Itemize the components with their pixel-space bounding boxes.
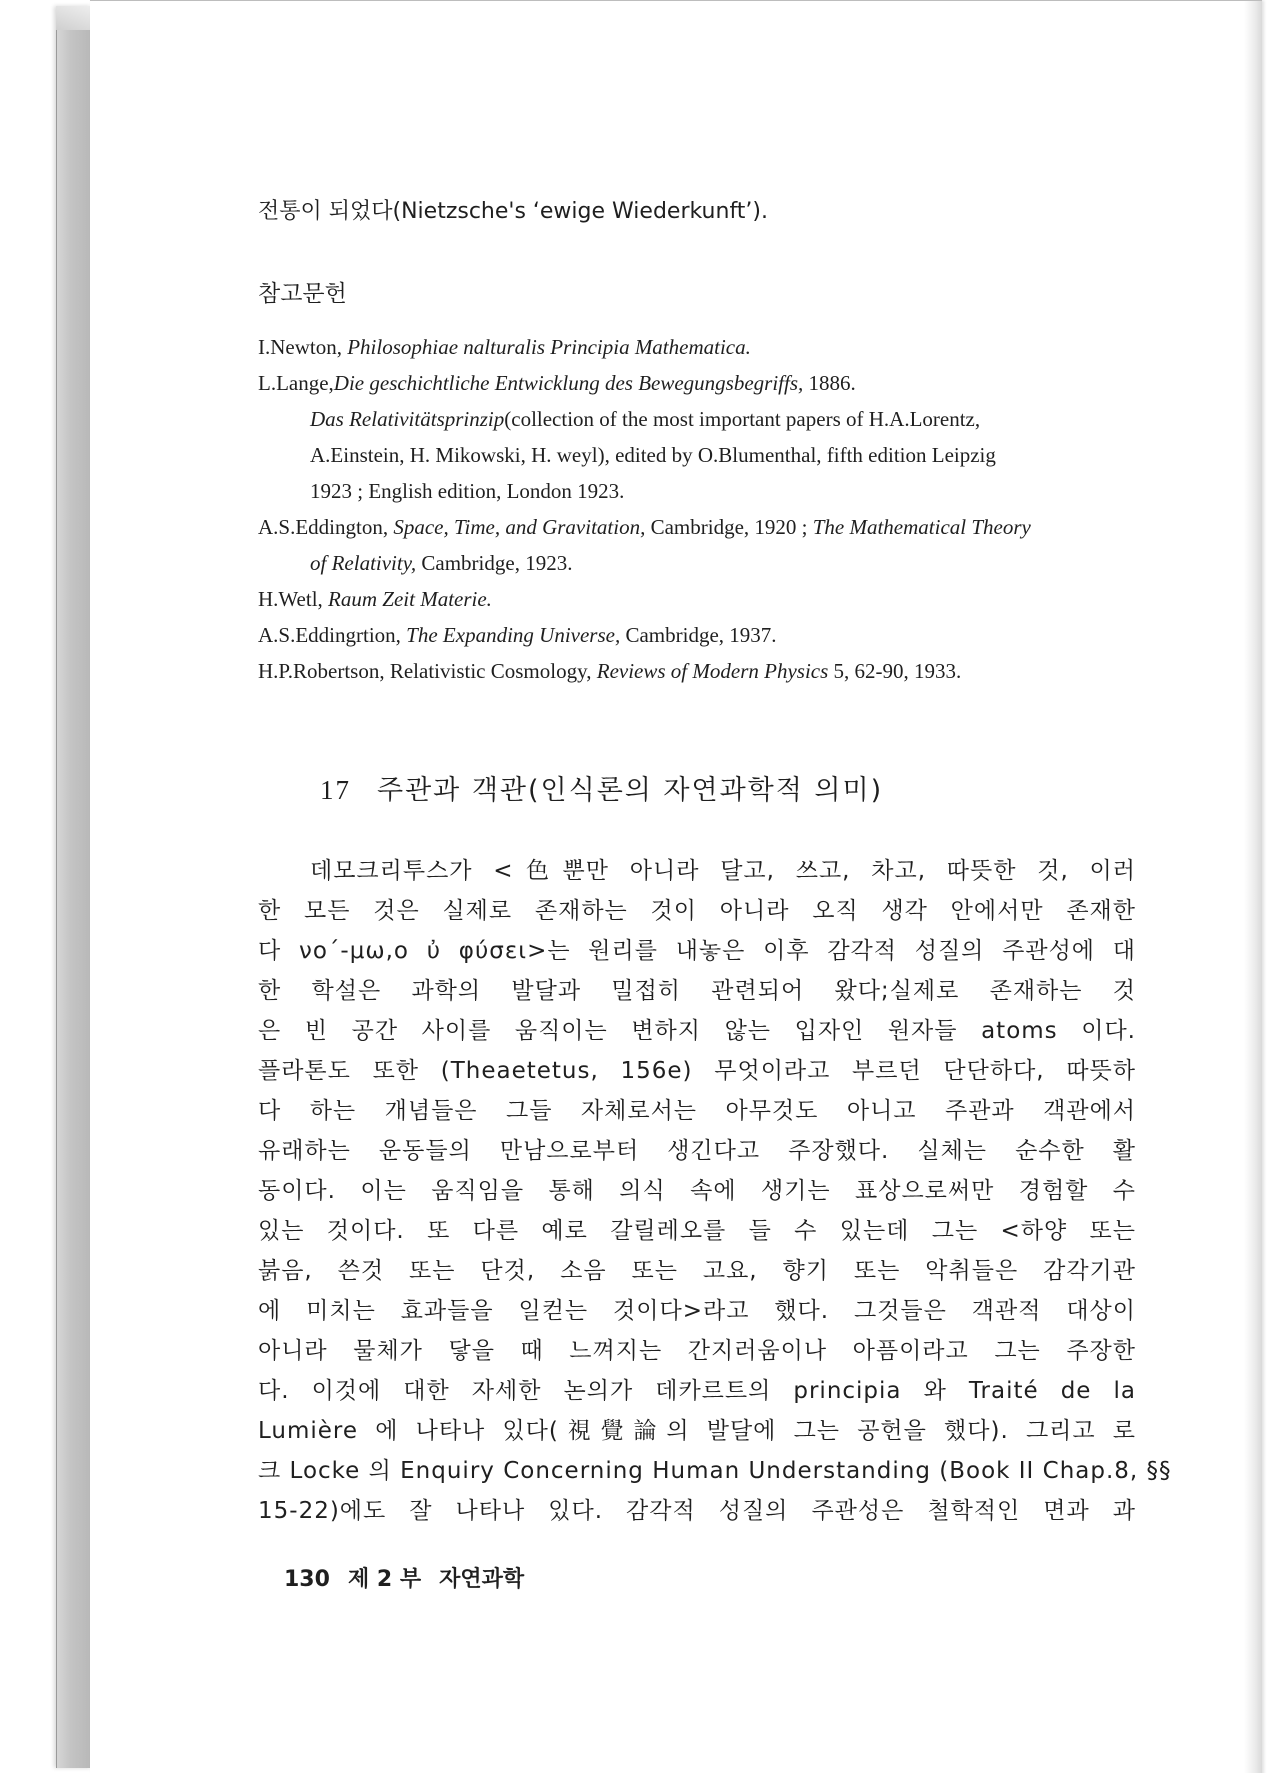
reference-item — [258, 369, 856, 397]
page-edge — [1244, 1, 1262, 1773]
reference-author: L.Lange, — [258, 371, 334, 395]
reference-item — [258, 657, 961, 685]
reference-author: H.P.Robertson, — [258, 659, 390, 683]
references-title: 참고문헌 — [258, 281, 347, 307]
book-spine-top — [56, 6, 90, 30]
reference-item — [258, 333, 751, 361]
body-line: 한 학설은 과학의 발달과 밀접히 관련되어 왔다;실제로 존재하는 것 — [258, 978, 1136, 1004]
reference-title: Die geschichtliche Entwicklung des Bewegungsbegriffs, — [333, 371, 804, 395]
reference-title: Space, Time, and Gravitation, — [393, 515, 646, 539]
reference-item — [258, 585, 492, 613]
body-line: 유래하는 운동들의 만남으로부터 생긴다고 주장했다. 실체는 순수한 활 — [258, 1138, 1136, 1164]
reference-item — [258, 621, 777, 649]
reference-title: Reviews of Modern Physics — [596, 659, 829, 683]
body-line: 플라톤도 또한 (Theaetetus, 156e) 무엇이라고 부르던 단단하다, 따뜻하 — [258, 1058, 1136, 1084]
section-title: 주관과 객관(인식론의 자연과학적 의미) — [377, 775, 884, 806]
part-title: 자연과학 — [439, 1567, 525, 1592]
reference-title: of Relativity, — [310, 551, 417, 575]
reference-detail: 1923 ; English edition, London 1923. — [310, 479, 625, 503]
reference-author: I.Newton, — [258, 335, 348, 359]
reference-detail: Relativistic Cosmology, — [389, 659, 597, 683]
book-spine — [56, 6, 92, 1768]
reference-item — [310, 405, 980, 433]
body-line: 다. 이것에 대한 자세한 논의가 데카르트의 principia 와 Traité de la — [258, 1378, 1136, 1404]
reference-item — [310, 477, 624, 505]
body-line: 데모크리투스가 <色뿐만 아니라 달고, 쓰고, 차고, 따뜻한 것, 이러 — [310, 858, 1136, 884]
body-line: 있는 것이다. 또 다른 예로 갈릴레오를 들 수 있는데 그는 <하양 또는 — [258, 1218, 1136, 1244]
reference-author: A.S.Eddingrtion, — [258, 623, 407, 647]
reference-title: Philosophiae nalturalis Principia Mathematica. — [347, 335, 751, 359]
page-number: 130 — [284, 1567, 330, 1592]
reference-author: H.Wetl, — [258, 587, 329, 611]
section-number: 17 — [320, 775, 351, 805]
body-line: 한 모든 것은 실제로 존재하는 것이 아니라 오직 생각 안에서만 존재한 — [258, 898, 1136, 924]
opening-line: 전통이 되었다(Nietzsche's ‘ewige Wiederkunft’). — [258, 199, 768, 224]
body-line: Lumière 에 나타나 있다(視覺論의 발달에 그는 공헌을 했다). 그리고 로 — [258, 1418, 1136, 1444]
reference-detail: (collection of the most important papers of H.A.Lorentz, — [504, 407, 981, 431]
body-line: 은 빈 공간 사이를 움직이는 변하지 않는 입자인 원자들 atoms 이다. — [258, 1018, 1136, 1044]
reference-item — [310, 549, 572, 577]
reference-item — [258, 513, 1031, 541]
body-line: 크 Locke 의 Enquiry Concerning Human Understanding (Book II Chap.8, §§ — [258, 1458, 1172, 1484]
reference-title: The Expanding Universe, — [406, 623, 621, 647]
body-line: 다 하는 개념들은 그들 자체로서는 아무것도 아니고 주관과 객관에서 — [258, 1098, 1136, 1124]
reference-detail: 1886. — [803, 371, 856, 395]
page-footer — [284, 1566, 542, 1594]
reference-title: Das Relativitätsprinzip — [310, 407, 505, 431]
reference-detail: Cambridge, 1923. — [416, 551, 573, 575]
body-line: 다 νο´-μω,ο ὐ φύσει>는 원리를 내놓은 이후 감각적 성질의 주관성에 대 — [258, 938, 1136, 964]
body-line: 15-22)에도 잘 나타나 있다. 감각적 성질의 주관성은 철학적인 면과 과 — [258, 1498, 1136, 1524]
reference-detail: A.Einstein, H. Mikowski, H. weyl), edited by O.Blumenthal, fifth edition Leipzig — [310, 443, 996, 467]
reference-title: The Mathematical Theory — [812, 515, 1031, 539]
part-label: 제 2 부 — [347, 1567, 422, 1592]
reference-detail: 5, 62-90, 1933. — [828, 659, 962, 683]
body-line: 붉음, 쓴것 또는 단것, 소음 또는 고요, 향기 또는 악취들은 감각기관 — [258, 1258, 1136, 1284]
reference-detail: Cambridge, 1920 ; — [645, 515, 813, 539]
body-line: 동이다. 이는 움직임을 통해 의식 속에 생기는 표상으로써만 경험할 수 — [258, 1178, 1136, 1204]
reference-item — [310, 441, 996, 469]
reference-author: A.S.Eddington, — [258, 515, 394, 539]
reference-title: Raum Zeit Materie. — [328, 587, 492, 611]
body-line: 에 미치는 효과들을 일컫는 것이다>라고 했다. 그것들은 객관적 대상이 — [258, 1298, 1136, 1324]
section-heading — [320, 773, 883, 808]
body-line: 아니라 물체가 닿을 때 느껴지는 간지러움이나 아픔이라고 그는 주장한 — [258, 1338, 1136, 1364]
reference-detail: Cambridge, 1937. — [620, 623, 777, 647]
